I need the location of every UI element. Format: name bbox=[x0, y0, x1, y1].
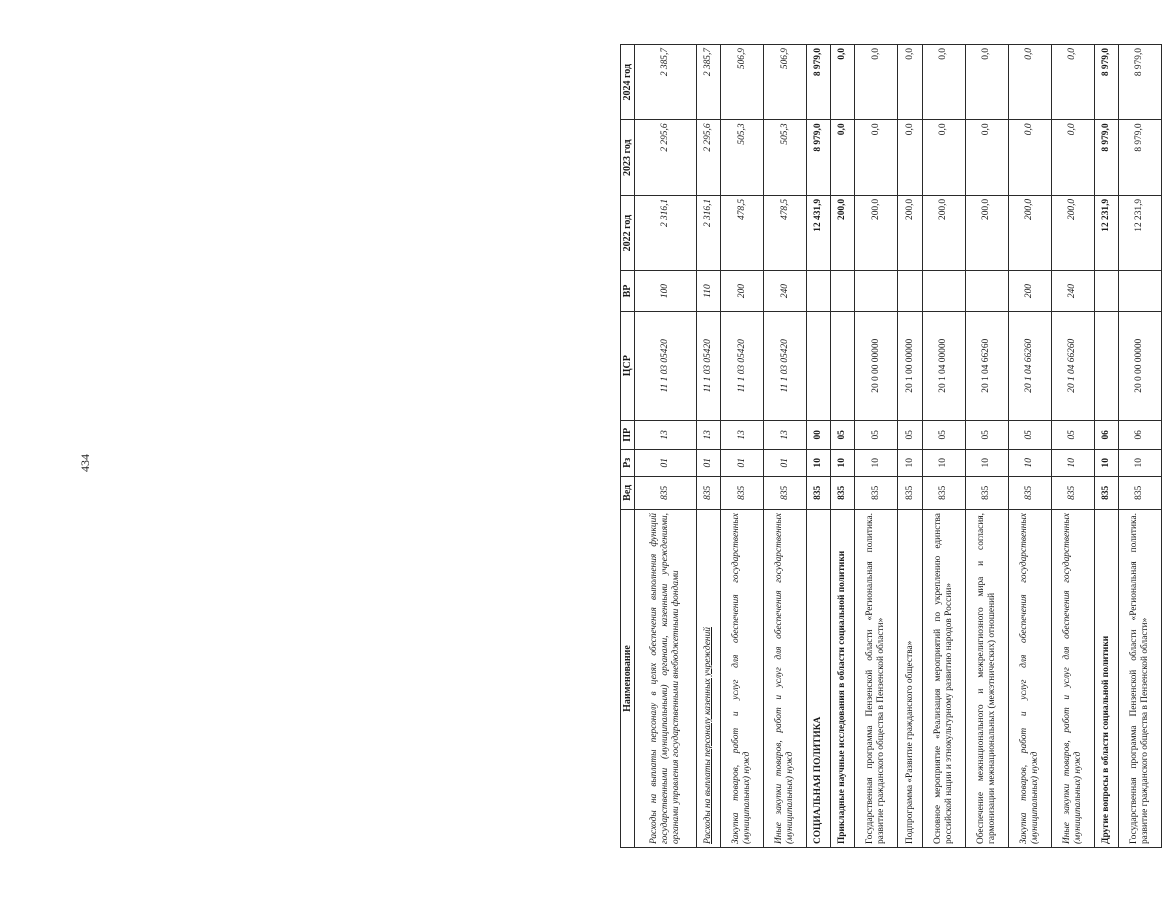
row-ved: 835 bbox=[1094, 476, 1118, 510]
row-2024: 2 385,7 bbox=[697, 45, 721, 120]
row-ved: 835 bbox=[855, 476, 898, 510]
row-2022: 478,5 bbox=[764, 195, 807, 270]
row-2023: 8 979,0 bbox=[1094, 120, 1118, 195]
table-row bbox=[1118, 45, 1161, 848]
row-2024: 0,0 bbox=[1008, 45, 1051, 120]
col-header-2024: 2024 год bbox=[621, 45, 635, 120]
row-2024: 0,0 bbox=[855, 45, 898, 120]
row-name: Другие вопросы в области социальной политики bbox=[1094, 510, 1118, 848]
row-pr: 13 bbox=[697, 420, 721, 449]
row-2022: 12 231,9 bbox=[1118, 195, 1161, 270]
row-2022: 12 231,9 bbox=[1094, 195, 1118, 270]
table-row bbox=[1094, 45, 1118, 848]
table-row bbox=[1008, 45, 1051, 848]
row-pr: 05 bbox=[922, 420, 965, 449]
row-vr bbox=[965, 271, 1008, 311]
col-header-pr: ПР bbox=[621, 420, 635, 449]
row-pr: 06 bbox=[1094, 420, 1118, 449]
row-ved: 835 bbox=[1008, 476, 1051, 510]
table-row bbox=[965, 45, 1008, 848]
row-2023: 505,3 bbox=[764, 120, 807, 195]
row-vr: 110 bbox=[697, 271, 721, 311]
row-vr bbox=[922, 271, 965, 311]
row-pr: 13 bbox=[764, 420, 807, 449]
row-pr: 05 bbox=[855, 420, 898, 449]
table-row bbox=[898, 45, 922, 848]
row-ved: 835 bbox=[965, 476, 1008, 510]
row-2024: 0,0 bbox=[1051, 45, 1094, 120]
row-rz: 01 bbox=[764, 450, 807, 477]
row-vr: 200 bbox=[721, 271, 764, 311]
table-row bbox=[764, 45, 807, 848]
table-row bbox=[922, 45, 965, 848]
row-rz: 10 bbox=[1051, 450, 1094, 477]
row-rz: 10 bbox=[965, 450, 1008, 477]
row-name: Расходы на выплаты персоналу в целях обеспечения выполнения функций государственными (муниципальными) органами, казенными учреждениями, органами управления государственными внебюджетными фондами bbox=[635, 510, 697, 848]
row-pr: 05 bbox=[831, 420, 855, 449]
col-header-2022: 2022 год bbox=[621, 195, 635, 270]
row-rz: 10 bbox=[1118, 450, 1161, 477]
row-name: Подпрограмма «Развитие гражданского общества» bbox=[898, 510, 922, 848]
row-ved: 835 bbox=[697, 476, 721, 510]
row-name bbox=[697, 510, 721, 848]
row-2024: 8 979,0 bbox=[1118, 45, 1161, 120]
row-name: Иные закупки товаров, работ и услуг для обеспечения государственных (муниципальных) нужд bbox=[764, 510, 807, 848]
table-row bbox=[831, 45, 855, 848]
table-row bbox=[697, 45, 721, 848]
row-pr: 05 bbox=[965, 420, 1008, 449]
row-rz: 10 bbox=[855, 450, 898, 477]
row-2023: 0,0 bbox=[922, 120, 965, 195]
row-2024: 8 979,0 bbox=[1094, 45, 1118, 120]
row-pr: 06 bbox=[1118, 420, 1161, 449]
row-ved: 835 bbox=[807, 476, 831, 510]
row-rz: 10 bbox=[922, 450, 965, 477]
row-2022: 12 431,9 bbox=[807, 195, 831, 270]
row-2022: 200,0 bbox=[855, 195, 898, 270]
row-2024: 506,9 bbox=[721, 45, 764, 120]
row-2024: 0,0 bbox=[965, 45, 1008, 120]
row-rz: 01 bbox=[721, 450, 764, 477]
row-ved: 835 bbox=[922, 476, 965, 510]
row-name: Обеспечение межнационального и межрелигиозного мира и согласия, гармонизации межнациональных (межэтнических) отношений bbox=[965, 510, 1008, 848]
col-header-vr: ВР bbox=[621, 271, 635, 311]
row-2023: 2 295,6 bbox=[635, 120, 697, 195]
row-csr: 20 1 00 00000 bbox=[898, 311, 922, 420]
row-2023: 8 979,0 bbox=[1118, 120, 1161, 195]
row-2022: 200,0 bbox=[898, 195, 922, 270]
row-ved: 835 bbox=[721, 476, 764, 510]
col-header-ved: Вед bbox=[621, 476, 635, 510]
row-csr: 20 0 00 00000 bbox=[855, 311, 898, 420]
row-2023: 505,3 bbox=[721, 120, 764, 195]
row-ved: 835 bbox=[831, 476, 855, 510]
row-pr: 00 bbox=[807, 420, 831, 449]
row-vr: 240 bbox=[1051, 271, 1094, 311]
row-pr: 05 bbox=[1051, 420, 1094, 449]
row-pr: 13 bbox=[635, 420, 697, 449]
row-vr bbox=[807, 271, 831, 311]
table-row bbox=[635, 45, 697, 848]
row-2024: 506,9 bbox=[764, 45, 807, 120]
row-vr bbox=[1118, 271, 1161, 311]
col-header-csr: ЦСР bbox=[621, 311, 635, 420]
row-rz: 10 bbox=[1008, 450, 1051, 477]
row-name-text: Расходы на выплаты персоналу казенных учреждений bbox=[703, 627, 714, 844]
row-vr bbox=[831, 271, 855, 311]
row-2023: 0,0 bbox=[855, 120, 898, 195]
row-ved: 835 bbox=[1118, 476, 1161, 510]
row-name: Прикладные научные исследования в области социальной политики bbox=[831, 510, 855, 848]
budget-table bbox=[620, 44, 1162, 848]
row-vr bbox=[1094, 271, 1118, 311]
row-csr bbox=[1094, 311, 1118, 420]
row-2024: 8 979,0 bbox=[807, 45, 831, 120]
row-2024: 0,0 bbox=[831, 45, 855, 120]
row-name: Закупка товаров, работ и услуг для обеспечения государственных (муниципальных) нужд bbox=[721, 510, 764, 848]
row-2023: 0,0 bbox=[1008, 120, 1051, 195]
row-csr: 20 1 04 66260 bbox=[1051, 311, 1094, 420]
row-pr: 13 bbox=[721, 420, 764, 449]
row-ved: 835 bbox=[898, 476, 922, 510]
row-ved: 835 bbox=[764, 476, 807, 510]
table-row bbox=[721, 45, 764, 848]
row-csr: 20 1 04 66260 bbox=[965, 311, 1008, 420]
row-2024: 2 385,7 bbox=[635, 45, 697, 120]
row-csr bbox=[807, 311, 831, 420]
header-row bbox=[621, 45, 635, 848]
row-2022: 2 316,1 bbox=[697, 195, 721, 270]
row-2023: 2 295,6 bbox=[697, 120, 721, 195]
row-csr: 11 1 03 05420 bbox=[635, 311, 697, 420]
row-2023: 0,0 bbox=[965, 120, 1008, 195]
row-vr bbox=[855, 271, 898, 311]
row-rz: 01 bbox=[635, 450, 697, 477]
row-rz: 10 bbox=[831, 450, 855, 477]
row-vr: 100 bbox=[635, 271, 697, 311]
row-ved: 835 bbox=[1051, 476, 1094, 510]
row-csr: 20 0 00 00000 bbox=[1118, 311, 1161, 420]
row-pr: 05 bbox=[1008, 420, 1051, 449]
row-vr: 200 bbox=[1008, 271, 1051, 311]
row-ved: 835 bbox=[635, 476, 697, 510]
row-2023: 0,0 bbox=[1051, 120, 1094, 195]
row-2024: 0,0 bbox=[922, 45, 965, 120]
row-2022: 200,0 bbox=[831, 195, 855, 270]
row-2022: 2 316,1 bbox=[635, 195, 697, 270]
row-csr: 20 1 04 66260 bbox=[1008, 311, 1051, 420]
page-number: 434 bbox=[78, 454, 92, 472]
row-2022: 200,0 bbox=[1051, 195, 1094, 270]
col-header-2023: 2023 год bbox=[621, 120, 635, 195]
row-rz: 10 bbox=[898, 450, 922, 477]
table-row bbox=[855, 45, 898, 848]
row-pr: 05 bbox=[898, 420, 922, 449]
row-csr: 11 1 03 05420 bbox=[721, 311, 764, 420]
row-2024: 0,0 bbox=[898, 45, 922, 120]
row-csr: 11 1 03 05420 bbox=[764, 311, 807, 420]
row-2022: 478,5 bbox=[721, 195, 764, 270]
row-name: СОЦИАЛЬНАЯ ПОЛИТИКА bbox=[807, 510, 831, 848]
row-csr: 20 1 04 00000 bbox=[922, 311, 965, 420]
row-2023: 0,0 bbox=[831, 120, 855, 195]
row-rz: 01 bbox=[697, 450, 721, 477]
row-name: Основное мероприятие «Реализация мероприятий по укреплению единства российской нации и этнокультурному развитию народов России» bbox=[922, 510, 965, 848]
row-2023: 8 979,0 bbox=[807, 120, 831, 195]
row-name: Государственная программа Пензенской области «Региональная политика. развитие гражданского общества в Пензенской области» bbox=[1118, 510, 1161, 848]
row-name: Государственная программа Пензенской области «Региональная политика. развитие гражданского общества в Пензенской области» bbox=[855, 510, 898, 848]
row-csr bbox=[831, 311, 855, 420]
rotated-table-container bbox=[620, 44, 1162, 848]
row-vr bbox=[898, 271, 922, 311]
row-csr: 11 1 03 05420 bbox=[697, 311, 721, 420]
row-vr: 240 bbox=[764, 271, 807, 311]
row-name: Закупка товаров, работ и услуг для обеспечения государственных (муниципальных) нужд bbox=[1008, 510, 1051, 848]
row-rz: 10 bbox=[1094, 450, 1118, 477]
row-rz: 10 bbox=[807, 450, 831, 477]
row-name: Иные закупки товаров, работ и услуг для обеспечения государственных (муниципальных) нужд bbox=[1051, 510, 1094, 848]
col-header-name: Наименование bbox=[621, 510, 635, 848]
row-2022: 200,0 bbox=[1008, 195, 1051, 270]
row-2022: 200,0 bbox=[965, 195, 1008, 270]
row-2022: 200,0 bbox=[922, 195, 965, 270]
row-2023: 0,0 bbox=[898, 120, 922, 195]
col-header-rz: Рз bbox=[621, 450, 635, 477]
table-row bbox=[1051, 45, 1094, 848]
table-row bbox=[807, 45, 831, 848]
